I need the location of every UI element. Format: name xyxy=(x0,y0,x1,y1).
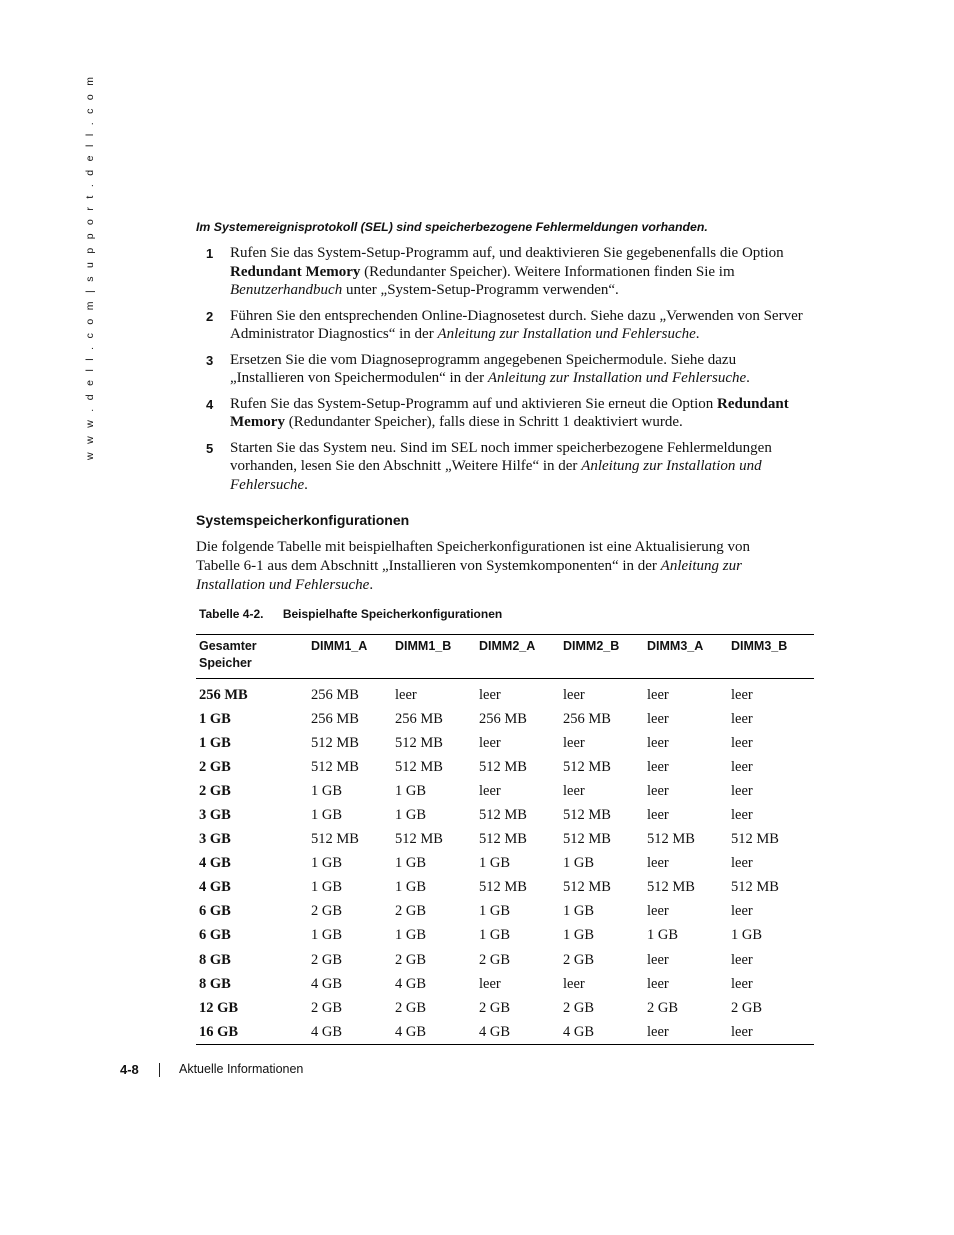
cell-total-memory: 4 GB xyxy=(199,855,231,872)
step-2 xyxy=(196,307,806,344)
cell-dimm-value: leer xyxy=(731,686,753,703)
cell-total-memory: 2 GB xyxy=(199,782,231,799)
table-row xyxy=(196,972,814,996)
step-text: unter „System-Setup-Programm verwenden“. xyxy=(342,282,619,298)
table-row xyxy=(196,679,814,708)
cell-dimm-value: leer xyxy=(731,758,753,775)
table-row xyxy=(196,779,814,803)
cell-dimm-value: 1 GB xyxy=(563,903,595,920)
column-header-dimm3a: DIMM3_A xyxy=(647,639,704,653)
step-number: 2 xyxy=(206,308,214,324)
column-header-total: Gesamter Speicher xyxy=(199,639,257,670)
cell-dimm-value: 512 MB xyxy=(311,734,359,751)
cell-dimm-value: leer xyxy=(647,855,669,872)
section-intro xyxy=(196,538,766,595)
cell-total-memory: 1 GB xyxy=(199,710,231,727)
cell-dimm-value: 512 MB xyxy=(479,831,527,848)
table-body xyxy=(196,679,814,1045)
cell-dimm-value: 1 GB xyxy=(395,855,427,872)
cell-dimm-value: leer xyxy=(731,734,753,751)
cell-dimm-value: 2 GB xyxy=(311,903,343,920)
cell-dimm-value: 512 MB xyxy=(563,807,611,824)
cell-dimm-value: leer xyxy=(479,734,501,751)
cell-dimm-value: 512 MB xyxy=(479,758,527,775)
procedure-steps xyxy=(196,244,806,501)
cell-dimm-value: leer xyxy=(563,734,585,751)
cell-dimm-value: leer xyxy=(731,807,753,824)
cell-dimm-value: 1 GB xyxy=(479,903,511,920)
cell-dimm-value: leer xyxy=(647,710,669,727)
book-reference: Anleitung zur Installation und Fehlersuche xyxy=(487,370,747,386)
cell-dimm-value: leer xyxy=(731,1023,753,1040)
step-text: Rufen Sie das System-Setup-Programm auf und aktivieren Sie erneut die Option xyxy=(230,395,717,412)
cell-dimm-value: 4 GB xyxy=(311,975,343,992)
cell-dimm-value: 512 MB xyxy=(731,831,779,848)
step-number: 4 xyxy=(206,396,214,412)
table-header-row xyxy=(196,635,814,679)
cell-dimm-value: 256 MB xyxy=(395,710,443,727)
cell-total-memory: 1 GB xyxy=(199,734,231,751)
cell-dimm-value: 1 GB xyxy=(311,879,343,896)
cell-dimm-value: 1 GB xyxy=(647,927,679,944)
table-row xyxy=(196,1020,814,1045)
step-text: . xyxy=(746,370,750,386)
step-1 xyxy=(196,244,806,300)
cell-dimm-value: 1 GB xyxy=(479,855,511,872)
option-name: Redundant Memory xyxy=(230,395,789,430)
table-row xyxy=(196,924,814,948)
cell-dimm-value: 512 MB xyxy=(311,758,359,775)
step-text: Starten Sie das System neu. Sind im SEL noch immer speicherbezogene Fehlermeldungen vorhanden, lesen Sie den Abschnitt „Weitere Hilfe“ in der xyxy=(230,439,772,474)
section-title: Systemspeicherkonfigurationen xyxy=(196,512,410,528)
table-row xyxy=(196,803,814,827)
page-number: 4-8 xyxy=(120,1062,139,1077)
table-row xyxy=(196,707,814,731)
book-reference: Anleitung zur Installation und Fehlersuche xyxy=(437,326,696,342)
cell-dimm-value: 1 GB xyxy=(563,855,595,872)
table-row xyxy=(196,876,814,900)
cell-dimm-value: leer xyxy=(647,975,669,992)
cell-dimm-value: 1 GB xyxy=(395,807,427,824)
step-number: 3 xyxy=(206,352,214,368)
cell-dimm-value: leer xyxy=(563,975,585,992)
cell-dimm-value: leer xyxy=(647,903,669,920)
step-3 xyxy=(196,351,806,388)
column-header-dimm2a: DIMM2_A xyxy=(479,639,536,653)
cell-dimm-value: leer xyxy=(647,734,669,751)
cell-total-memory: 256 MB xyxy=(199,686,248,703)
cell-dimm-value: leer xyxy=(479,782,501,799)
cell-dimm-value: 256 MB xyxy=(311,686,359,703)
problem-heading: Im Systemereignisprotokoll (SEL) sind speicherbezogene Fehlermeldungen vorhanden. xyxy=(196,220,708,234)
step-5 xyxy=(196,439,806,495)
cell-dimm-value: 2 GB xyxy=(479,999,511,1016)
cell-dimm-value: 512 MB xyxy=(731,879,779,896)
cell-dimm-value: 1 GB xyxy=(395,879,427,896)
cell-dimm-value: 2 GB xyxy=(311,951,343,968)
cell-dimm-value: 2 GB xyxy=(395,951,427,968)
step-text: Rufen Sie das System-Setup-Programm auf, und deaktivieren Sie gegebenenfalls die Option xyxy=(230,245,784,261)
cell-dimm-value: 1 GB xyxy=(395,782,427,799)
cell-dimm-value: leer xyxy=(395,686,417,703)
cell-dimm-value: leer xyxy=(647,686,669,703)
cell-dimm-value: 4 GB xyxy=(563,1023,595,1040)
column-header-dimm1a: DIMM1_A xyxy=(311,639,368,653)
table-caption xyxy=(199,607,502,621)
cell-dimm-value: 4 GB xyxy=(311,1023,343,1040)
cell-dimm-value: leer xyxy=(731,855,753,872)
step-4 xyxy=(196,395,806,432)
cell-dimm-value: 512 MB xyxy=(647,879,695,896)
cell-dimm-value: 4 GB xyxy=(395,975,427,992)
cell-dimm-value: leer xyxy=(731,975,753,992)
cell-dimm-value: 2 GB xyxy=(731,999,763,1016)
table-row xyxy=(196,996,814,1020)
cell-dimm-value: 512 MB xyxy=(395,831,443,848)
cell-dimm-value: 256 MB xyxy=(479,710,527,727)
cell-total-memory: 3 GB xyxy=(199,831,231,848)
cell-total-memory: 8 GB xyxy=(199,951,231,968)
cell-dimm-value: leer xyxy=(479,686,501,703)
book-reference: Anleitung zur Installation und Fehlersuche xyxy=(230,458,762,493)
cell-dimm-value: 256 MB xyxy=(563,710,611,727)
cell-dimm-value: leer xyxy=(731,782,753,799)
cell-dimm-value: leer xyxy=(731,951,753,968)
cell-dimm-value: 1 GB xyxy=(479,927,511,944)
memory-config-table xyxy=(196,634,814,1045)
cell-total-memory: 16 GB xyxy=(199,1023,239,1040)
step-text: Ersetzen Sie die vom Diagnoseprogramm angegebenen Speichermodule. Siehe dazu „Installieren von Speichermodulen“ in der xyxy=(230,351,737,386)
book-reference: Benutzerhandbuch xyxy=(230,282,343,298)
cell-total-memory: 4 GB xyxy=(199,879,231,896)
cell-dimm-value: 1 GB xyxy=(731,927,763,944)
cell-dimm-value: leer xyxy=(647,758,669,775)
table-row xyxy=(196,755,814,779)
cell-dimm-value: leer xyxy=(647,951,669,968)
cell-dimm-value: leer xyxy=(563,782,585,799)
table-row xyxy=(196,828,814,852)
column-header-dimm2b: DIMM2_B xyxy=(563,639,620,653)
cell-dimm-value: 2 GB xyxy=(311,999,343,1016)
column-header-dimm1b: DIMM1_B xyxy=(395,639,452,653)
cell-dimm-value: 512 MB xyxy=(395,734,443,751)
cell-dimm-value: 4 GB xyxy=(479,1023,511,1040)
table-caption-title: Beispielhafte Speicherkonfigurationen xyxy=(282,607,503,621)
cell-dimm-value: leer xyxy=(647,1023,669,1040)
step-text: . xyxy=(304,476,308,493)
step-number: 1 xyxy=(206,246,214,261)
cell-dimm-value: 1 GB xyxy=(311,855,343,872)
cell-total-memory: 8 GB xyxy=(199,975,231,992)
step-number: 5 xyxy=(206,440,214,456)
table-row xyxy=(196,731,814,755)
intro-text-end: . xyxy=(369,577,374,593)
cell-total-memory: 6 GB xyxy=(199,927,231,944)
cell-dimm-value: 2 GB xyxy=(563,951,595,968)
cell-dimm-value: 512 MB xyxy=(563,879,611,896)
step-text: (Redundanter Speicher), falls diese in Schritt 1 deaktiviert wurde. xyxy=(284,414,683,430)
cell-dimm-value: 4 GB xyxy=(395,1023,427,1040)
column-header-dimm3b: DIMM3_B xyxy=(731,639,788,653)
cell-dimm-value: 1 GB xyxy=(395,927,427,944)
cell-total-memory: 2 GB xyxy=(199,758,231,775)
cell-dimm-value: 2 GB xyxy=(395,903,427,920)
footer-chapter-title: Aktuelle Informationen xyxy=(179,1062,304,1076)
cell-dimm-value: 2 GB xyxy=(479,951,511,968)
intro-text: Die folgende Tabelle mit beispielhaften Speicherkonfigurationen ist eine Aktualisierung von Tabelle 6-1 aus dem Abschnitt „Installieren von Systemkomponenten“ in der xyxy=(196,539,750,574)
cell-dimm-value: leer xyxy=(647,782,669,799)
step-text: (Redundanter Speicher). Weitere Informationen finden Sie im xyxy=(360,263,735,280)
table-caption-label: Tabelle 4-2. xyxy=(199,607,264,621)
cell-dimm-value: 512 MB xyxy=(647,831,695,848)
cell-dimm-value: leer xyxy=(647,807,669,824)
cell-dimm-value: 1 GB xyxy=(311,807,343,824)
cell-dimm-value: leer xyxy=(731,710,753,727)
table-row xyxy=(196,852,814,876)
cell-dimm-value: 2 GB xyxy=(395,999,427,1016)
footer-divider xyxy=(159,1063,160,1077)
step-text: Führen Sie den entsprechenden Online-Diagnosetest durch. Siehe dazu „Verwenden von Server Administrator Diagnostics“ in der xyxy=(230,307,803,342)
cell-total-memory: 3 GB xyxy=(199,807,231,824)
cell-dimm-value: 512 MB xyxy=(479,807,527,824)
cell-dimm-value: 512 MB xyxy=(311,831,359,848)
table-row xyxy=(196,948,814,972)
cell-dimm-value: 1 GB xyxy=(311,782,343,799)
cell-dimm-value: 512 MB xyxy=(563,758,611,775)
table-row xyxy=(196,900,814,924)
cell-dimm-value: 1 GB xyxy=(563,927,595,944)
cell-dimm-value: 256 MB xyxy=(311,710,359,727)
cell-dimm-value: leer xyxy=(479,975,501,992)
cell-dimm-value: 2 GB xyxy=(647,999,679,1016)
step-text: . xyxy=(695,326,700,342)
cell-dimm-value: leer xyxy=(563,686,585,703)
sidebar-url: w w w . d e l l . c o m | s u p p o r t . d e l l . c o m xyxy=(84,74,96,460)
option-name: Redundant Memory xyxy=(230,263,361,280)
book-reference: Anleitung zur Installation und Fehlersuche xyxy=(196,558,742,593)
cell-dimm-value: 512 MB xyxy=(563,831,611,848)
cell-total-memory: 12 GB xyxy=(199,999,239,1016)
cell-dimm-value: 2 GB xyxy=(563,999,595,1016)
cell-dimm-value: 512 MB xyxy=(395,758,443,775)
cell-dimm-value: leer xyxy=(731,903,753,920)
cell-total-memory: 6 GB xyxy=(199,903,231,920)
cell-dimm-value: 512 MB xyxy=(479,879,527,896)
cell-dimm-value: 1 GB xyxy=(311,927,343,944)
